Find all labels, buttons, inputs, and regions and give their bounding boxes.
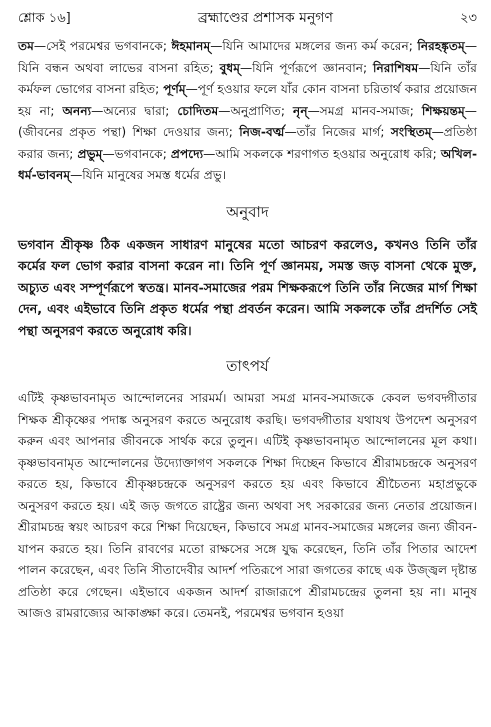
synonym-meaning: —যিনি পূর্ণরূপে জ্ঞানবান; xyxy=(239,60,374,75)
synonym-meaning: —আমি সকলকে শরণাগত হওয়ার অনুরোধ করি; xyxy=(203,146,441,161)
synonym-meaning: —যিনি বন্ধন অথবা লাভের বাসনা রহিত; xyxy=(18,39,477,75)
synonym-meaning: —যিনি মানুষের সমস্ত ধর্মের প্রভু। xyxy=(70,168,227,182)
synonym-term: নিরহঙ্কৃতম্ xyxy=(417,39,465,53)
synonym-meaning: —যিনি আমাদের মঙ্গলের জন্য কর্ম করেন; xyxy=(210,39,418,53)
synonym-meaning: —ভগবানকে; xyxy=(102,146,171,161)
synonym-term: অনন্য xyxy=(62,103,92,118)
translation-heading: অনুবাদ xyxy=(226,202,269,221)
synonym-term: অখিল-ধর্ম-ভাবনম্ xyxy=(18,146,477,182)
translation-text: ভগবান শ্রীকৃষ্ণ ঠিক একজন সাধারণ মানুষের মতো আচরণ করলেও, কখনও তিনি তাঁর কর্মের ফল ভোগ করার বাসনা করেন না। তিনি পূর্ণ জ্ঞানময়, সমস্ত জড় বাসনা থেকে মুক্ত, অচ্যুত এবং সম্পূর্ণরূপে স্বতন্ত্র। মানব-সমাজের পরম শিক্ষকরূপে তিনি তাঁর নিজের মার্গ শিক্ষা দেন, এবং এইভাবে তিনি প্রকৃত ধর্মের পন্থা প্রবর্তন করেন। আমি সকলকে তাঁর প্রদর্শিত সেই পন্থা অনুসরণ করতে অনুরোধ করি। xyxy=(18,236,477,338)
synonym-term: নৃন্ xyxy=(293,103,308,118)
verse-number: শ্লোক ১৬] xyxy=(18,11,71,26)
synonym-term: নিরাশিষম xyxy=(373,60,419,75)
synonym-term: শিক্ষয়ন্তম্ xyxy=(421,103,465,118)
synonym-meaning: —অনুপ্রাণিত; xyxy=(218,103,294,118)
synonym-meaning: —পূর্ণ হওয়ার ফলে যাঁর কোন বাসনা চরিতার্থ করার প্রয়োজন হয় না; xyxy=(18,82,477,118)
synonym-term: প্রপদ্যে xyxy=(170,146,204,161)
synonym-term: ঈহমানম্ xyxy=(171,39,211,53)
purport-heading: তাৎপর্য xyxy=(226,357,269,375)
synonym-meaning: —প্রতিষ্ঠা করার জন্য; xyxy=(18,125,477,161)
synonyms xyxy=(18,36,477,187)
running-header xyxy=(18,6,477,28)
synonym-term: পূর্ণম্ xyxy=(163,82,186,96)
synonym-meaning: —(জীবনের প্রকৃত পন্থা) শিক্ষা দেওয়ার জন্য; xyxy=(18,103,477,139)
synonym-term: বুধম্ xyxy=(219,60,240,75)
synonym-meaning: —সমগ্র মানব-সমাজ; xyxy=(307,103,422,118)
purport-text: এটিই কৃষ্ণভাবনামৃত আন্দোলনের সারমর্ম। আমরা সমগ্র মানব-সমাজকে কেবল ভগবদ্গীতার শিক্ষক শ্রীকৃষ্ণের পদাঙ্ক অনুসরণ করতে অনুরোধ করছি। ভগবদ্গীতার যথাযথ উপদেশ অনুসরণ করুন এবং আপনার জীবনকে সার্থক করে তুলুন। এটিই কৃষ্ণভাবনামৃত আন্দোলনের মূল কথা। কৃষ্ণভাবনামৃত আন্দোলনের উদ্যোক্তাগণ সকলকে শিক্ষা দিচ্ছেন কিভাবে শ্রীরামচন্দ্রকে অনুসরণ করতে হয়, কিভাবে শ্রীকৃষ্ণচন্দ্রকে অনুসরণ করতে হয় এবং কিভাবে শ্রীচৈতন্য মহাপ্রভুকে অনুসরণ করতে হয়। এই জড় জগতে রাষ্ট্রের জন্য অথবা সৎ সরকারের জন্য নেতার প্রয়োজন। শ্রীরামচন্দ্র স্বয়ং আচরণ করে শিক্ষা দিয়েছেন, কিভাবে সমগ্র মানব-সমাজের মঙ্গলের জন্য জীবন-যাপন করতে হয়। তিনি রাবণের মতো রাক্ষসের সঙ্গে যুদ্ধ করেছেন, তিনি তাঁর পিতার আদেশ পালন করেছেন, এবং তিনি সীতাদেবীর আদর্শ পতিরূপে সারা জগতের কাছে এক উজ্জ্বল দৃষ্টান্ত প্রতিষ্ঠা করে গেছেন। এইভাবে একজন আদর্শ রাজারূপে শ্রীরামচন্দ্রের তুলনা হয় না। মানুষ আজও রামরাজ্যের আকাঙ্ক্ষা করে। তেমনই, পরমেশ্বর ভগবান হওয়া xyxy=(18,391,477,620)
synonym-term: তম xyxy=(18,39,34,53)
synonym-term: নিজ-বর্ত্ম xyxy=(239,125,285,139)
page-number: ২৩ xyxy=(460,11,477,26)
synonym-term: চোদিতম xyxy=(177,103,219,118)
synonym-meaning: —সেই পরমেশ্বর ভগবানকে; xyxy=(33,39,172,53)
synonym-meaning: —তাঁর নিজের মার্গ; xyxy=(284,125,391,139)
synonym-meaning: —যিনি তাঁর কর্মফল ভোগের বাসনা রহিত; xyxy=(18,60,477,96)
synonym-meaning: —অন্যের দ্বারা; xyxy=(91,103,178,118)
synonym-term: সংস্থিতম্ xyxy=(390,125,432,139)
chapter-title: ব্রহ্মাণ্ডের প্রশাসক মনুগণ xyxy=(197,10,333,26)
synonym-term: প্রভুম্ xyxy=(77,146,103,161)
